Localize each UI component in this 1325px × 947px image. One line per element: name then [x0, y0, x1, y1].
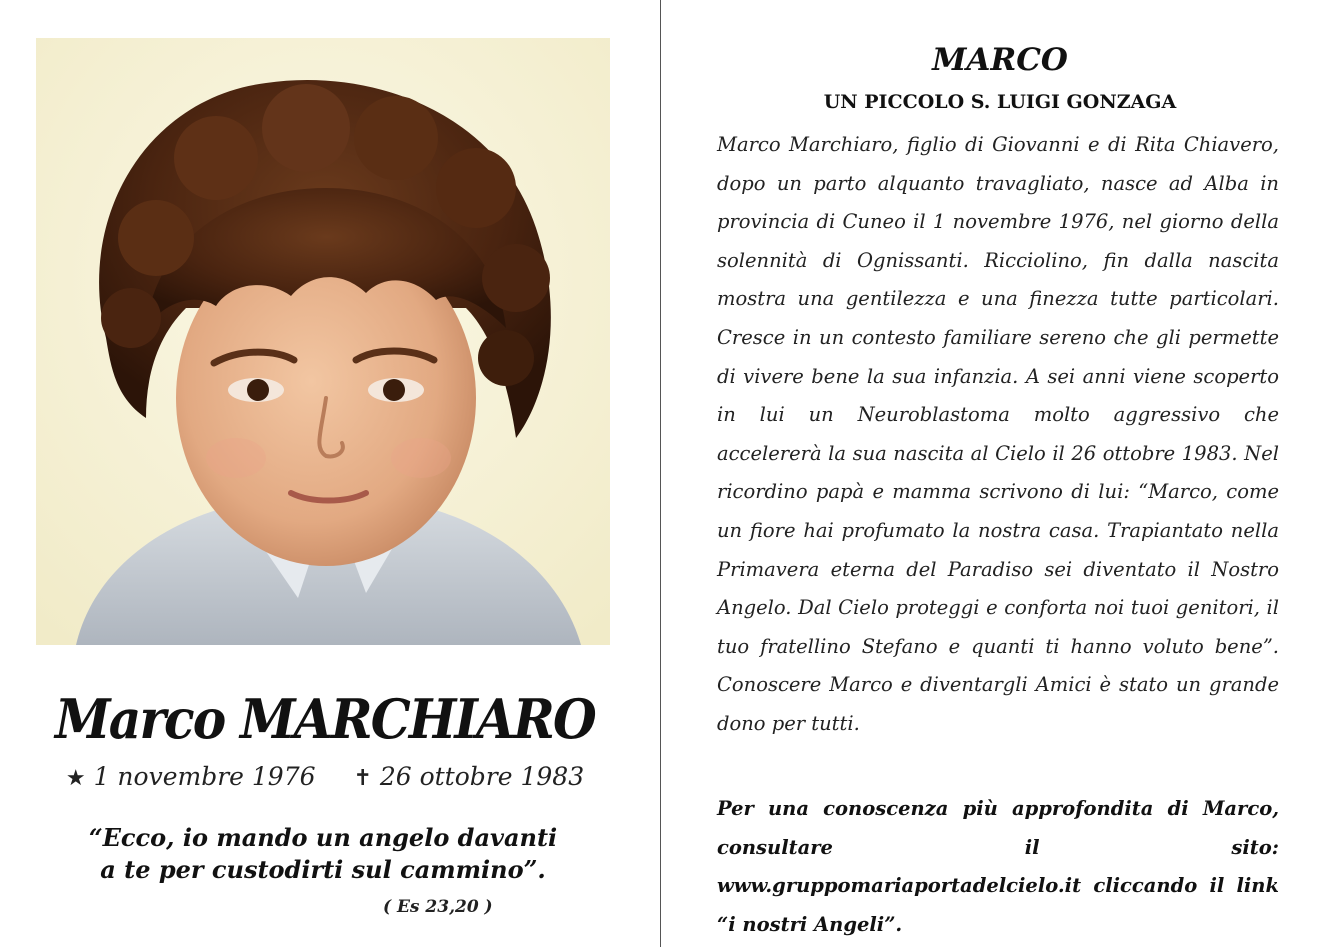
bible-quote — [0, 822, 646, 886]
quote-line: “Ecco, io mando un angelo davanti — [88, 823, 558, 852]
page-subtitle: UN PICCOLO S. LUIGI GONZAGA — [823, 91, 1177, 113]
quote-reference: ( Es 23,20 ) — [383, 897, 493, 917]
child-portrait-photo — [36, 38, 610, 645]
quote-line: a te per custodirti sul cammino”. — [100, 855, 546, 884]
death-date: 26 ottobre 1983 — [379, 762, 585, 791]
life-dates — [0, 760, 650, 796]
person-name: Marco MARCHIARO — [55, 687, 595, 751]
website-note: Per una conoscenza più approfondita di Marco, consultare il sito: www.gruppomariaportadelcielo.it cliccando il link “i nostri Angeli”. — [717, 797, 1279, 936]
biography-text: Marco Marchiaro, figlio di Giovanni e di Rita Chiavero, dopo un parto alquanto travagliato, nasce ad Alba in provincia di Cuneo il 1 novembre 1976, nel giorno della solennità di Ognissanti. Ricciolino, fin dalla nascita mostra una gentilezza e una finezza tutte particolari. Cresce in un contesto familiare sereno che gli permette di vivere bene la sua infanzia. A sei anni viene scoperto in lui un Neuroblastoma molto aggressivo che accelererà la sua nascita al Cielo il 26 ottobre 1983. Nel ricordino papà e mamma scrivono di lui: “Marco, come un fiore hai profumato la nostra casa. Trapiantato nella Primavera eterna del Paradiso sei diventato il Nostro Angelo. Dal Cielo proteggi e conforta noi tuoi genitori, il tuo fratellino Stefano e quanti ti hanno voluto bene”. Conoscere Marco e diventargli Amici è stato un grande dono per tutti. — [717, 133, 1279, 735]
birth-date: 1 novembre 1976 — [93, 762, 316, 791]
page-title: MARCO — [932, 42, 1068, 78]
star-icon: ★ — [65, 766, 86, 791]
right-panel — [661, 0, 1325, 947]
cross-icon: ✝ — [353, 766, 372, 791]
left-panel — [0, 0, 660, 947]
